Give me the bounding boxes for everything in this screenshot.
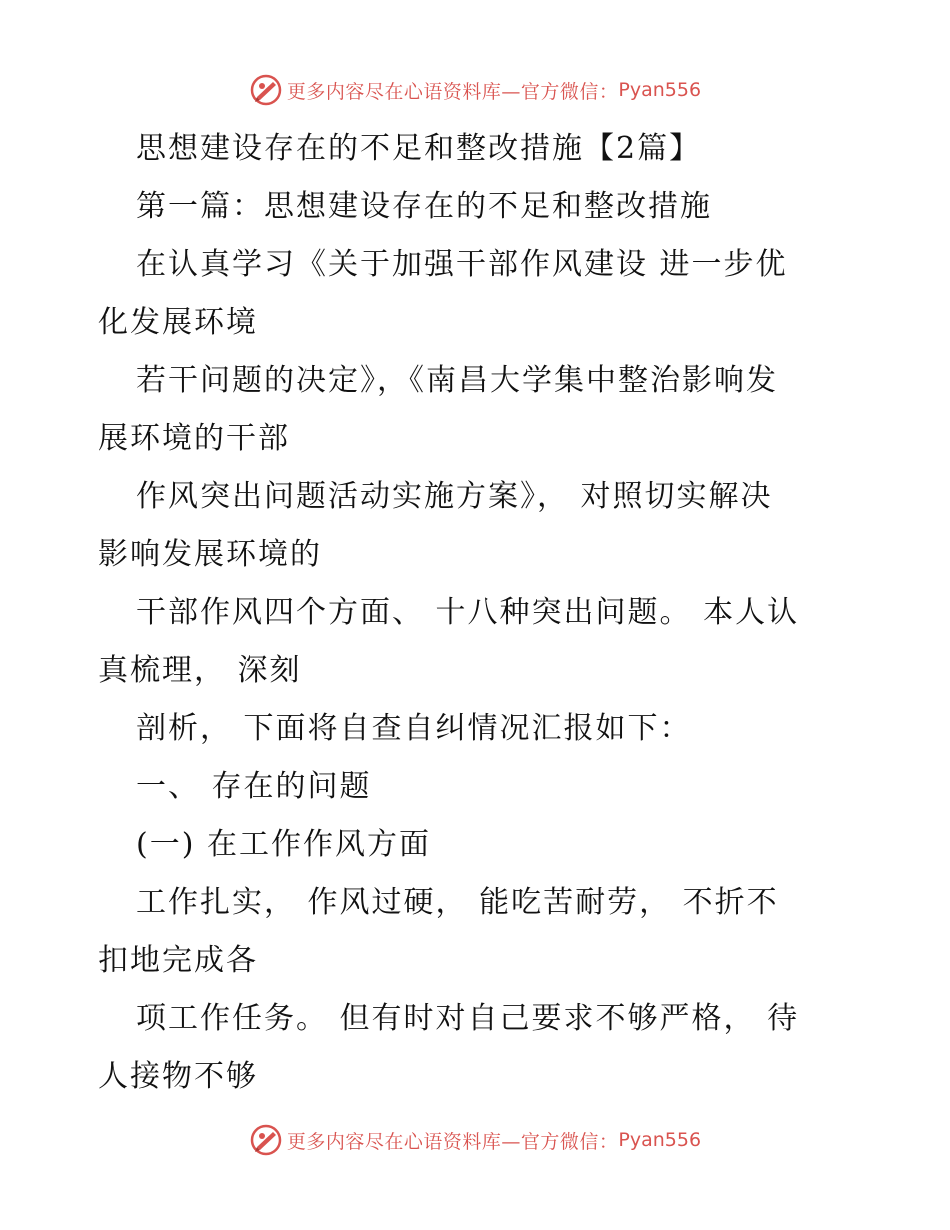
footer-watermark-banner <box>0 1120 950 1160</box>
document-line: 第一篇：思想建设存在的不足和整改措施 <box>136 189 712 224</box>
document-line: 扣地完成各 <box>98 943 258 978</box>
pen-seal-icon <box>249 1123 283 1157</box>
document-line: 一、 存在的问题 <box>136 769 372 804</box>
wechat-id: Pyan556 <box>618 1129 702 1151</box>
document-line: 作风突出问题活动实施方案》， 对照切实解决 <box>136 479 773 514</box>
document-line: 剖析， 下面将自查自纠情况汇报如下： <box>136 711 692 746</box>
document-line: 项工作任务。 但有时对自己要求不够严格， 待 <box>136 1001 800 1036</box>
document-line: 思想建设存在的不足和整改措施【2篇】 <box>136 131 702 166</box>
document-line: 若干问题的决定》，《南昌大学集中整治影响发 <box>136 363 778 398</box>
pen-seal-icon <box>249 73 283 107</box>
header-watermark-banner <box>0 70 950 110</box>
document-line: 化发展环境 <box>98 305 258 340</box>
document-line: (一) 在工作作风方面 <box>136 827 431 862</box>
document-body <box>98 120 858 1106</box>
document-line: 真梳理， 深刻 <box>98 653 302 688</box>
document-line: 工作扎实， 作风过硬， 能吃苦耐劳， 不折不 <box>136 885 779 920</box>
document-line: 影响发展环境的 <box>98 537 322 572</box>
document-line: 干部作风四个方面、 十八种突出问题。 本人认 <box>136 595 800 630</box>
banner-text: 更多内容尽在心语资料库—官方微信： <box>286 80 619 103</box>
document-line: 展环境的干部 <box>98 421 290 456</box>
document-line: 在认真学习《关于加强干部作风建设 进一步优 <box>136 247 788 282</box>
banner-text: 更多内容尽在心语资料库—官方微信： <box>286 1130 619 1153</box>
document-line: 人接物不够 <box>98 1059 258 1094</box>
wechat-id: Pyan556 <box>618 79 702 101</box>
